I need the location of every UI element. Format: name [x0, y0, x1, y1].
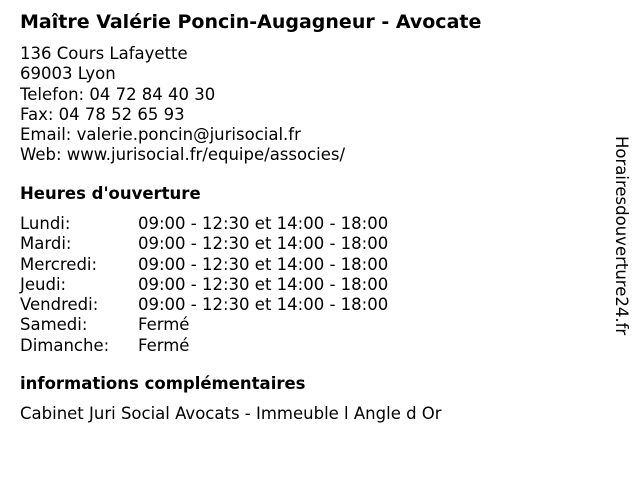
address-block: [20, 44, 345, 166]
hours-row-wednesday: [20, 255, 388, 275]
address-web: Web: www.jurisocial.fr/equipe/associes/: [20, 145, 346, 165]
hours-time: 09:00 - 12:30 et 14:00 - 18:00: [138, 254, 389, 274]
address-fax: Fax: 04 78 52 65 93: [20, 104, 185, 124]
hours-day: Mardi:: [20, 234, 72, 254]
hours-day: Lundi:: [20, 214, 71, 233]
site-watermark: Horairesdouverture24.fr: [612, 136, 631, 336]
hours-row-sunday: [20, 336, 388, 356]
hours-table: [20, 214, 388, 356]
hours-row-tuesday: [20, 234, 388, 254]
hours-day: Jeudi:: [20, 274, 67, 294]
hours-time: 09:00 - 12:30 et 14:00 - 18:00: [138, 214, 389, 233]
page-title: Maître Valérie Poncin-Augagneur - Avocate: [20, 11, 482, 33]
hours-day: Dimanche:: [20, 335, 110, 355]
hours-row-saturday: [20, 315, 388, 335]
hours-day: Vendredi:: [20, 295, 99, 315]
hours-row-monday: [20, 214, 388, 234]
hours-time: Fermé: [138, 335, 190, 355]
hours-time: 09:00 - 12:30 et 14:00 - 18:00: [138, 295, 389, 315]
hours-day: Samedi:: [20, 315, 88, 335]
hours-row-friday: [20, 295, 388, 315]
hours-row-thursday: [20, 275, 388, 295]
address-city: 69003 Lyon: [20, 64, 116, 84]
hours-time: Fermé: [138, 315, 190, 335]
address-email: Email: valerie.poncin@jurisocial.fr: [20, 125, 301, 145]
hours-day: Mercredi:: [20, 254, 98, 274]
hours-time: 09:00 - 12:30 et 14:00 - 18:00: [138, 234, 389, 254]
info-heading: informations complémentaires: [20, 374, 306, 393]
address-phone: Telefon: 04 72 84 40 30: [20, 84, 216, 104]
hours-time: 09:00 - 12:30 et 14:00 - 18:00: [138, 274, 389, 294]
hours-heading: Heures d'ouverture: [20, 184, 201, 203]
info-text: Cabinet Juri Social Avocats - Immeuble l Angle d Or: [20, 404, 442, 423]
address-street: 136 Cours Lafayette: [20, 44, 188, 63]
